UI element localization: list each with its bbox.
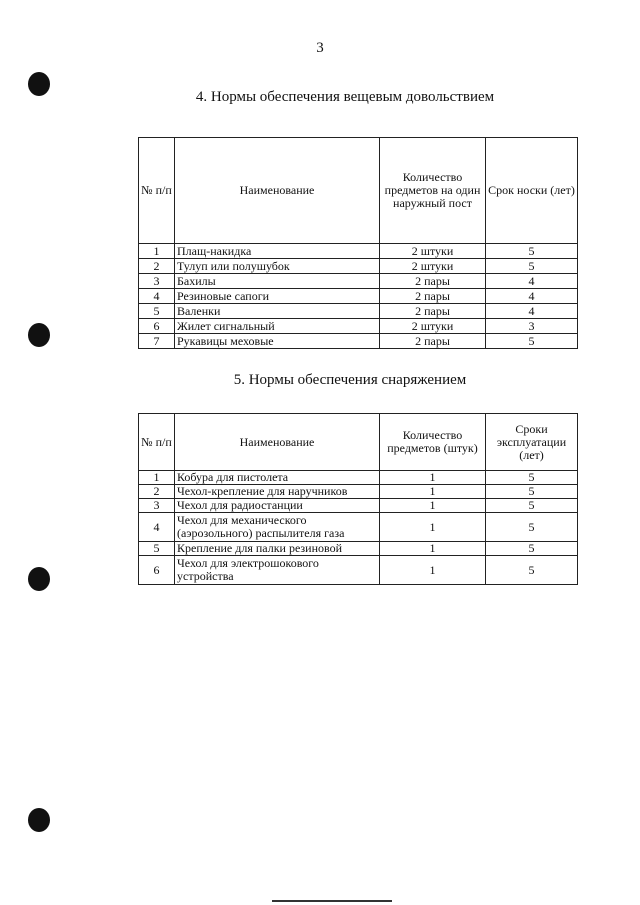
table-row	[139, 319, 578, 334]
row-num: 1	[139, 471, 175, 485]
row-term: 4	[486, 304, 578, 319]
row-term: 4	[486, 274, 578, 289]
table-row	[139, 274, 578, 289]
table-row	[139, 259, 578, 274]
row-num: 5	[139, 542, 175, 556]
row-term: 5	[486, 556, 578, 585]
row-term: 5	[486, 334, 578, 349]
row-qty: 2 пары	[380, 274, 486, 289]
row-term: 5	[486, 471, 578, 485]
row-name: Чехол для механического (аэрозольного) распылителя газа	[175, 513, 380, 542]
row-name: Кобура для пистолета	[175, 471, 380, 485]
column-header-qty: Количество предметов (штук)	[380, 414, 486, 471]
row-qty: 2 штуки	[380, 244, 486, 259]
row-qty: 2 пары	[380, 289, 486, 304]
column-header-term: Сроки эксплуатации (лет)	[486, 414, 578, 471]
table-header-row	[139, 414, 578, 471]
row-term: 5	[486, 499, 578, 513]
row-num: 5	[139, 304, 175, 319]
row-term: 4	[486, 289, 578, 304]
table-row	[139, 334, 578, 349]
row-qty: 1	[380, 471, 486, 485]
punch-hole-mark	[28, 567, 50, 591]
row-num: 2	[139, 485, 175, 499]
row-qty: 1	[380, 542, 486, 556]
row-term: 5	[486, 513, 578, 542]
row-name: Чехол для электрошокового устройства	[175, 556, 380, 585]
row-term: 5	[486, 244, 578, 259]
table-row	[139, 244, 578, 259]
row-num: 6	[139, 556, 175, 585]
equipment-norms-table	[138, 413, 578, 585]
row-name: Бахилы	[175, 274, 380, 289]
column-header-num: № п/п	[139, 414, 175, 471]
row-name: Жилет сигнальный	[175, 319, 380, 334]
row-qty: 2 штуки	[380, 319, 486, 334]
page-number: 3	[316, 40, 324, 56]
row-qty: 1	[380, 499, 486, 513]
row-name: Крепление для палки резиновой	[175, 542, 380, 556]
row-qty: 1	[380, 485, 486, 499]
row-name: Рукавицы меховые	[175, 334, 380, 349]
column-header-name: Наименование	[175, 414, 380, 471]
row-term: 5	[486, 259, 578, 274]
row-name: Плащ-накидка	[175, 244, 380, 259]
table-row	[139, 289, 578, 304]
table-row	[139, 499, 578, 513]
punch-hole-mark	[28, 808, 50, 832]
row-num: 7	[139, 334, 175, 349]
row-num: 1	[139, 244, 175, 259]
row-num: 4	[139, 513, 175, 542]
row-name: Чехол для радиостанции	[175, 499, 380, 513]
row-term: 5	[486, 485, 578, 499]
table-row	[139, 485, 578, 499]
row-name: Резиновые сапоги	[175, 289, 380, 304]
table-header-row	[139, 138, 578, 244]
row-num: 3	[139, 274, 175, 289]
column-header-qty: Количество предметов на один наружный пост	[380, 138, 486, 244]
row-num: 4	[139, 289, 175, 304]
row-term: 3	[486, 319, 578, 334]
column-header-name: Наименование	[175, 138, 380, 244]
row-num: 2	[139, 259, 175, 274]
row-qty: 2 пары	[380, 304, 486, 319]
row-num: 6	[139, 319, 175, 334]
table-row	[139, 513, 578, 542]
row-qty: 2 пары	[380, 334, 486, 349]
row-name: Валенки	[175, 304, 380, 319]
section-4-title: 4. Нормы обеспечения вещевым довольствием	[195, 89, 495, 105]
punch-hole-mark	[28, 323, 50, 347]
column-header-term: Срок носки (лет)	[486, 138, 578, 244]
row-qty: 2 штуки	[380, 259, 486, 274]
clothing-norms-table	[138, 137, 578, 349]
row-num: 3	[139, 499, 175, 513]
table-row	[139, 471, 578, 485]
section-5-title: 5. Нормы обеспечения снаряжением	[233, 372, 467, 388]
table-row	[139, 304, 578, 319]
row-term: 5	[486, 542, 578, 556]
scan-edge-line	[272, 900, 392, 902]
table-row	[139, 556, 578, 585]
table-row	[139, 542, 578, 556]
column-header-num: № п/п	[139, 138, 175, 244]
row-qty: 1	[380, 513, 486, 542]
row-name: Чехол-крепление для наручников	[175, 485, 380, 499]
row-name: Тулуп или полушубок	[175, 259, 380, 274]
row-qty: 1	[380, 556, 486, 585]
